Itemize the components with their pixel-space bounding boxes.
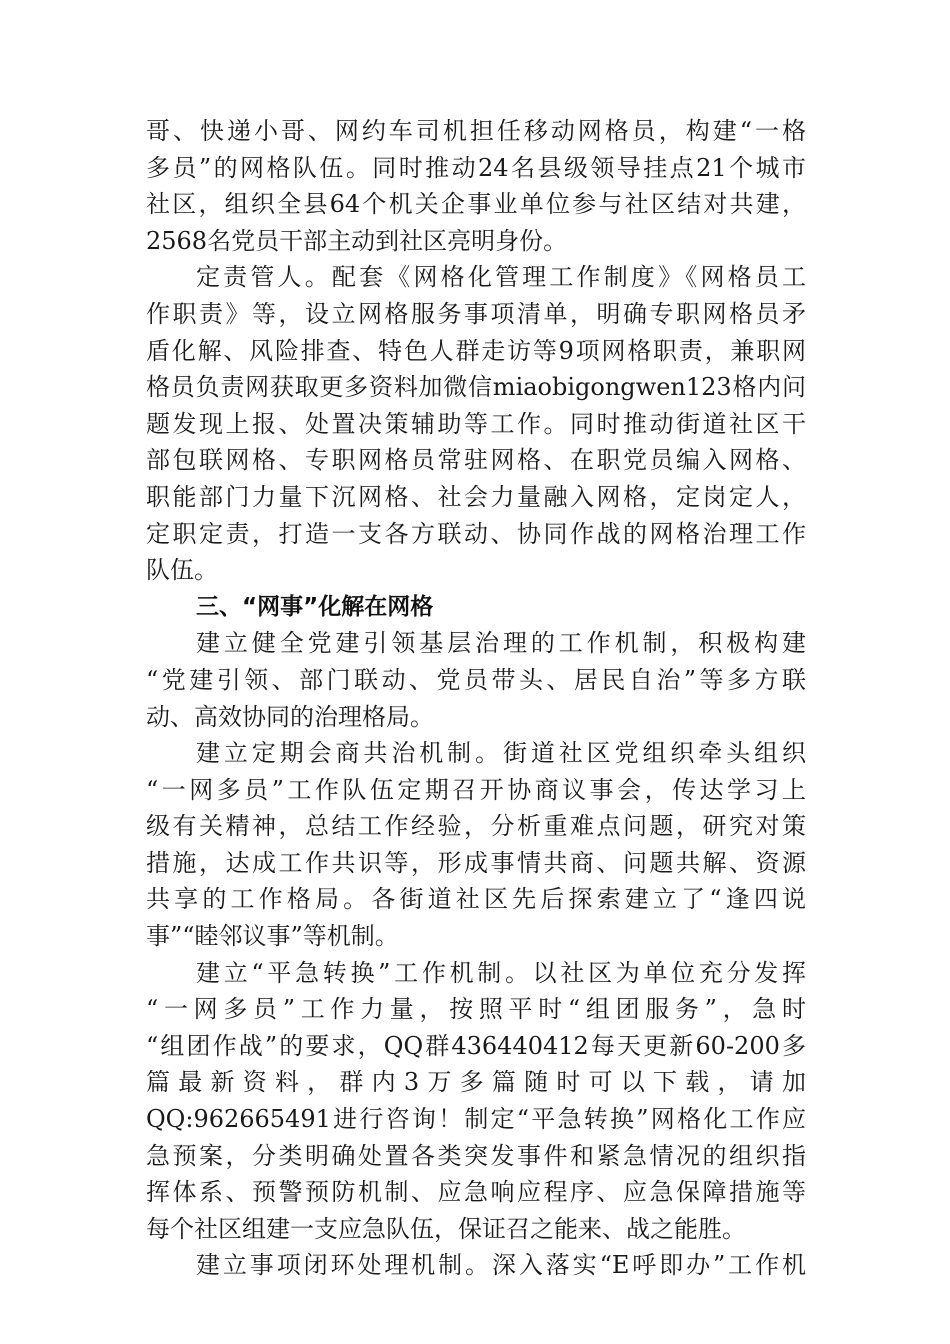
text-line: 题发现上报、处置决策辅助等工作。同时推动街道社区干 bbox=[146, 409, 806, 438]
text-line: 盾化解、风险排查、特色人群走访等9项网格职责，兼职网 bbox=[146, 336, 806, 365]
text-line: QQ:962665491进行咨询！制定“平急转换”网格化工作应 bbox=[146, 1105, 806, 1134]
section-heading: 三、“网事”化解在网格 bbox=[196, 593, 434, 620]
text-line: “一网多员”工作力量，按照平时“组团服务”，急时 bbox=[146, 995, 806, 1024]
text-line: 职能部门力量下沉网格、社会力量融入网格，定岗定人， bbox=[146, 482, 806, 511]
text-line: 建立“平急转换”工作机制。以社区为单位充分发挥 bbox=[196, 958, 806, 987]
text-line: “组团作战”的要求，QQ群436440412每天更新60-200多 bbox=[146, 1031, 806, 1060]
text-line: “一网多员”工作队伍定期召开协商议事会，传达学习上 bbox=[146, 775, 806, 804]
text-line: 共享的工作格局。各街道社区先后探索建立了“逢四说 bbox=[146, 885, 806, 914]
text-line: 急预案，分类明确处置各类突发事件和紧急情况的组织指 bbox=[146, 1141, 806, 1170]
text-line: 定责管人。配套《网格化管理工作制度》《网格员工 bbox=[196, 263, 806, 292]
text-line: 篇最新资料，群内3万多篇随时可以下载，请加 bbox=[146, 1068, 806, 1097]
text-line: 作职责》等，设立网格服务事项清单，明确专职网格员矛 bbox=[146, 299, 806, 328]
text-line: 建立健全党建引领基层治理的工作机制，积极构建 bbox=[196, 629, 806, 658]
text-line: 级有关精神，总结工作经验，分析重难点问题，研究对策 bbox=[146, 812, 806, 841]
text-line: 挥体系、预警预防机制、应急响应程序、应急保障措施等 bbox=[146, 1178, 806, 1207]
text-line: 格员负责网获取更多资料加微信miaobigongwen123格内问 bbox=[146, 373, 806, 402]
text-line: 队伍。 bbox=[146, 556, 218, 585]
text-line: 2568名党员干部主动到社区亮明身份。 bbox=[146, 226, 568, 255]
document-page bbox=[146, 113, 806, 1284]
text-line: “党建引领、部门联动、党员带头、居民自治”等多方联 bbox=[146, 665, 806, 694]
text-line: 每个社区组建一支应急队伍，保证召之能来、战之能胜。 bbox=[146, 1214, 746, 1243]
text-line: 哥、快递小哥、网约车司机担任移动网格员，构建“一格 bbox=[146, 117, 806, 145]
text-line: 部包联网格、专职网格员常驻网格、在职党员编入网格、 bbox=[146, 446, 806, 475]
text-line: 事”“睦邻议事”等机制。 bbox=[146, 922, 399, 951]
text-line: 定职定责，打造一支各方联动、协同作战的网格治理工作 bbox=[146, 519, 806, 548]
text-line: 建立定期会商共治机制。街道社区党组织牵头组织 bbox=[196, 739, 806, 768]
text-line: 动、高效协同的治理格局。 bbox=[146, 702, 434, 731]
text-line: 多员”的网格队伍。同时推动24名县级领导挂点21个城市 bbox=[146, 153, 806, 182]
text-line: 措施，达成工作共识等，形成事情共商、问题共解、资源 bbox=[146, 848, 806, 877]
text-line: 建立事项闭环处理机制。深入落实“E呼即办”工作机 bbox=[196, 1251, 806, 1280]
text-line: 社区，组织全县64个机关企事业单位参与社区结对共建， bbox=[146, 190, 806, 219]
